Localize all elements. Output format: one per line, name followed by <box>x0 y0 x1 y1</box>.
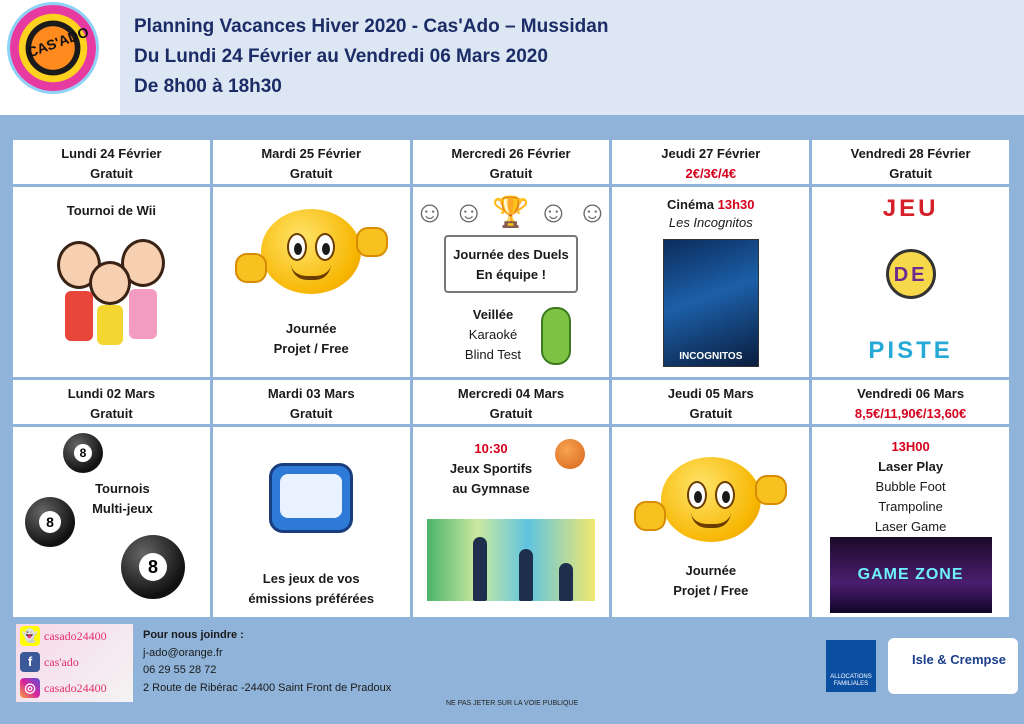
smiley-eye <box>315 233 335 261</box>
veillee-item: Blind Test <box>464 347 522 362</box>
smiley-eye <box>715 481 735 509</box>
movie-poster <box>663 239 759 367</box>
activity-line: Tournois <box>95 481 150 496</box>
cactus-singer-icon <box>541 307 571 365</box>
day-name: Mercredi 04 Mars <box>457 386 565 401</box>
thumbs-up-icon <box>755 475 787 505</box>
ball-number: 8 <box>74 444 92 462</box>
kid-body-icon <box>129 289 157 339</box>
activity-line: Projet / Free <box>273 341 349 356</box>
day-name: Jeudi 27 Février <box>661 146 761 161</box>
smiley-icon <box>661 457 761 542</box>
day-price: Gratuit <box>689 406 733 421</box>
facebook-handle: cas'ado <box>44 654 79 669</box>
billiard-ball-icon <box>121 535 185 599</box>
contact-phone[interactable]: 06 29 55 28 72 <box>143 664 217 676</box>
runner-silhouette <box>559 563 573 601</box>
day-name: Mercredi 26 Février <box>451 146 571 161</box>
activity-cell-tue-03 <box>211 426 411 619</box>
snapchat-icon: 👻 <box>20 626 40 646</box>
activity-line: Laser Game <box>874 519 947 534</box>
duel-stick-figures-icon: ☺ ☺ 🏆 ☺ ☺ <box>414 196 608 229</box>
smiley-eye <box>287 233 307 261</box>
isle-label: Isle & Crempse <box>912 652 1006 667</box>
veillee-item: Karaoké <box>468 327 518 342</box>
contact-email[interactable]: j-ado@orange.fr <box>143 646 223 659</box>
week2-activity-row <box>12 426 1011 619</box>
activity-cell-wed-26 <box>411 186 611 379</box>
instagram-icon: ◎ <box>20 678 40 698</box>
activity-line: Les jeux de vos <box>262 571 360 586</box>
day-header <box>12 139 212 186</box>
day-price: 2€/3€/4€ <box>685 166 737 181</box>
thumbs-up-icon <box>634 501 666 531</box>
board-line: Journée des Duels <box>453 247 569 262</box>
veillee-title: Veillée <box>472 307 514 322</box>
week1-activity-row <box>12 186 1011 379</box>
kid-face-icon <box>89 261 131 305</box>
kid-body-icon <box>97 305 123 345</box>
logo-text: CAS'ADO <box>25 23 91 61</box>
duels-board <box>444 235 578 293</box>
cinema-label: Cinéma <box>667 197 715 212</box>
activity-time: 13H00 <box>891 439 930 454</box>
day-header <box>411 139 611 186</box>
activity-cell-fri-06 <box>811 426 1011 619</box>
day-price: Gratuit <box>289 166 333 181</box>
planning-grid <box>10 137 1012 620</box>
game-zone-banner: GAME ZONE <box>830 537 992 613</box>
caf-label: ALLOCATIONS FAMILIALES <box>830 674 872 687</box>
day-price: Gratuit <box>489 406 533 421</box>
day-price: Gratuit <box>90 166 133 181</box>
activity-title <box>612 561 809 601</box>
tv-screen <box>280 474 342 518</box>
title-line-3: De 8h00 à 18h30 <box>134 76 282 97</box>
activity-cell-thu-27 <box>611 186 811 379</box>
activity-title: Tournoi de Wii <box>66 203 156 218</box>
thumbs-up-icon <box>235 253 267 283</box>
day-name: Vendredi 28 Février <box>850 146 971 161</box>
isle-crempse-logo <box>888 638 1018 694</box>
day-header <box>811 139 1011 186</box>
activity-line: Jeux Sportifs <box>449 461 533 476</box>
activity-cell-fri-28 <box>811 186 1011 379</box>
activity-list <box>812 437 1009 537</box>
activity-line: Trampoline <box>878 499 943 514</box>
contact-address: 2 Route de Ribérac -24400 Saint Front de Pradoux <box>143 681 392 694</box>
logo-box <box>0 0 120 115</box>
basketball-icon <box>555 439 585 469</box>
smiley-eye <box>687 481 707 509</box>
kid-body-icon <box>65 291 93 341</box>
day-header <box>611 379 811 426</box>
caf-logo <box>826 640 876 692</box>
snapchat-link[interactable] <box>20 626 107 646</box>
ball-number: 8 <box>39 511 61 533</box>
facebook-link[interactable] <box>20 652 79 672</box>
day-header <box>211 379 411 426</box>
activity-time: 10:30 <box>474 441 508 456</box>
movie-title: Les Incognitos <box>668 215 753 230</box>
activity-line: Multi-jeux <box>92 501 153 516</box>
instagram-link[interactable] <box>20 678 107 698</box>
day-price: Gratuit <box>289 406 333 421</box>
day-name: Vendredi 06 Mars <box>857 386 965 401</box>
activity-line: Journée <box>285 321 337 336</box>
smiley-mouth <box>691 512 731 528</box>
title-line-1: Planning Vacances Hiver 2020 - Cas'Ado – Mussidan <box>134 16 609 37</box>
day-header <box>411 379 611 426</box>
day-price: Gratuit <box>889 166 932 181</box>
week1-header-row <box>12 139 1011 186</box>
runner-silhouette <box>519 549 533 601</box>
day-name: Mardi 25 Février <box>261 146 362 161</box>
day-header <box>611 139 811 186</box>
smiley-icon <box>261 209 361 294</box>
activity-cell-thu-05 <box>611 426 811 619</box>
day-header <box>211 139 411 186</box>
day-header <box>811 379 1011 426</box>
cinema-time: 13h30 <box>717 197 755 212</box>
snapchat-handle: casado24400 <box>44 628 107 643</box>
magnifier-de <box>886 249 936 299</box>
activity-title <box>213 569 410 609</box>
board-line: En équipe ! <box>475 267 547 282</box>
activity-cell-mon-02 <box>12 426 212 619</box>
title-line-2: Du Lundi 24 Février au Vendredi 06 Mars 2020 <box>134 46 548 67</box>
sport-runners-image <box>427 519 595 601</box>
runner-silhouette <box>473 537 487 601</box>
activity-cell-tue-25 <box>211 186 411 379</box>
day-name: Lundi 02 Mars <box>67 386 156 401</box>
billiard-ball-icon <box>63 433 103 473</box>
day-price: Gratuit <box>489 166 533 181</box>
instagram-handle: casado24400 <box>44 680 107 695</box>
day-name: Lundi 24 Février <box>61 146 162 161</box>
smiley-mouth <box>291 264 331 280</box>
cinema-line <box>612 195 809 215</box>
jeu-word: JEU <box>882 195 939 222</box>
veillee-block <box>411 305 609 365</box>
tv-character-icon <box>269 463 353 533</box>
piste-word: PISTE <box>868 337 953 364</box>
activity-line: au Gymnase <box>452 481 530 496</box>
day-price: Gratuit <box>90 406 133 421</box>
activity-title <box>213 319 410 359</box>
activity-line: Bubble Foot <box>875 479 946 494</box>
day-name: Jeudi 05 Mars <box>667 386 754 401</box>
week2-header-row <box>12 379 1011 426</box>
contact-label: Pour nous joindre : <box>143 629 244 641</box>
ball-number: 8 <box>139 553 167 581</box>
social-links-box <box>16 624 133 702</box>
wii-kids-image <box>13 239 210 359</box>
activity-line: Projet / Free <box>673 583 749 598</box>
smiley-thumbs-image <box>612 457 809 542</box>
day-header <box>12 379 212 426</box>
smiley-thumbs-image <box>213 209 410 294</box>
day-price: 8,5€/11,90€/13,60€ <box>854 406 967 421</box>
activity-line: Laser Play <box>878 459 944 474</box>
facebook-icon: f <box>20 652 40 672</box>
activity-title <box>35 479 210 519</box>
activity-cell-mon-24 <box>12 186 212 379</box>
poster-label: INCOGNITOS <box>679 351 743 362</box>
header-banner <box>0 0 1024 115</box>
day-name: Mardi 03 Mars <box>267 386 355 401</box>
wii-kids-illustration <box>51 239 171 359</box>
activity-line: Journée <box>685 563 737 578</box>
recycle-notice: NE PAS JETER SUR LA VOIE PUBLIQUE <box>446 700 579 707</box>
thumbs-up-icon <box>356 227 388 257</box>
contact-block <box>143 627 391 697</box>
activity-cell-wed-04 <box>411 426 611 619</box>
de-word: DE <box>893 264 928 286</box>
activity-line: émissions préférées <box>248 591 375 606</box>
